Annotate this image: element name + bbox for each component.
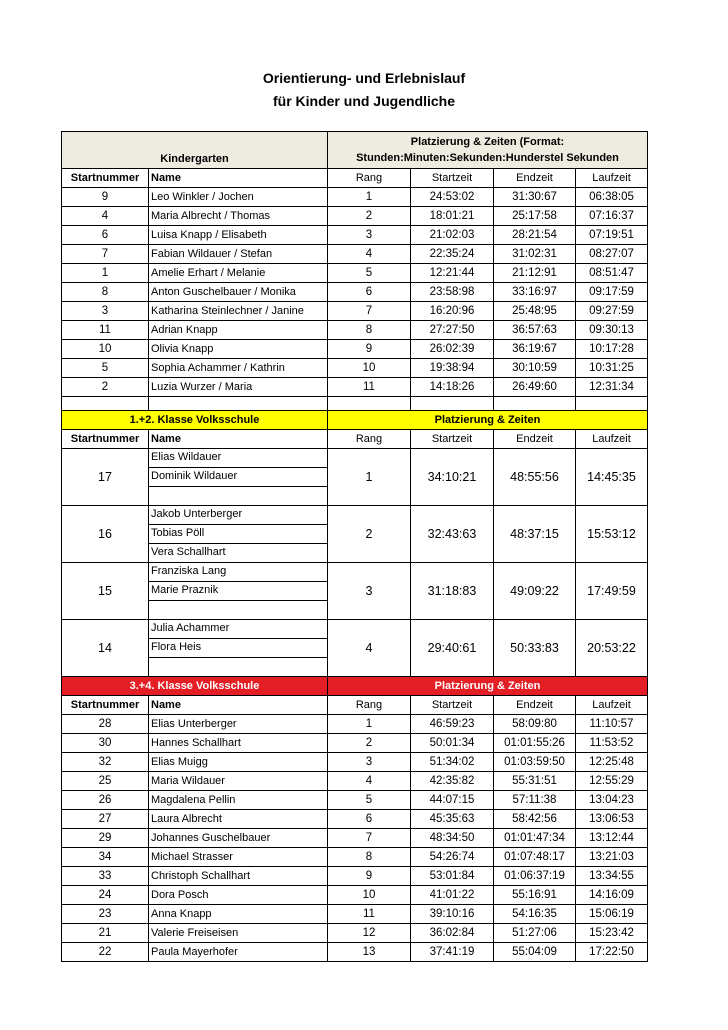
startzeit-cell: 16:20:96 [411, 302, 494, 321]
endzeit-cell: 01:01:47:34 [494, 829, 576, 848]
startzeit-cell: 41:01:22 [411, 886, 494, 905]
klasse34-column-headers [62, 696, 648, 715]
endzeit-cell: 01:06:37:19 [494, 867, 576, 886]
table-row [62, 188, 648, 207]
team-row [62, 563, 648, 620]
startzeit-cell: 50:01:34 [411, 734, 494, 753]
startzeit-cell: 24:53:02 [411, 188, 494, 207]
rang-cell: 1 [328, 449, 411, 506]
startnummer-cell: 5 [62, 359, 149, 378]
klasse34-table [61, 676, 648, 962]
name-cell: Leo Winkler / Jochen [149, 188, 328, 207]
startnummer-cell: 33 [62, 867, 149, 886]
klasse12-section-title: 1.+2. Klasse Volksschule [62, 411, 328, 430]
rang-cell: 2 [328, 207, 411, 226]
name-cell: Elias Muigg [149, 753, 328, 772]
rang-cell: 3 [328, 226, 411, 245]
startnummer-cell: 2 [62, 378, 149, 397]
name-cell: Dora Posch [149, 886, 328, 905]
laufzeit-cell: 15:23:42 [576, 924, 648, 943]
endzeit-cell: 25:17:58 [494, 207, 576, 226]
startnummer-cell: 11 [62, 321, 149, 340]
col-endzeit: Endzeit [494, 169, 576, 188]
table-row [62, 772, 648, 791]
endzeit-cell: 48:55:56 [494, 449, 576, 506]
col-startnummer: Startnummer [62, 169, 149, 188]
startnummer-cell: 23 [62, 905, 149, 924]
laufzeit-cell: 09:17:59 [576, 283, 648, 302]
endzeit-cell: 50:33:83 [494, 620, 576, 677]
endzeit-cell: 57:11:38 [494, 791, 576, 810]
rang-cell: 8 [328, 321, 411, 340]
startzeit-cell: 22:35:24 [411, 245, 494, 264]
table-row [62, 905, 648, 924]
table-row [62, 791, 648, 810]
rang-cell: 7 [328, 302, 411, 321]
laufzeit-cell: 13:06:53 [576, 810, 648, 829]
team-member-name: Flora Heis [149, 639, 327, 658]
kindergarten-column-headers [62, 169, 648, 188]
col-laufzeit: Laufzeit [576, 696, 648, 715]
laufzeit-cell: 17:22:50 [576, 943, 648, 962]
name-cell: Magdalena Pellin [149, 791, 328, 810]
startnummer-cell: 4 [62, 207, 149, 226]
rang-cell: 9 [328, 867, 411, 886]
table-row [62, 378, 648, 397]
name-cell: Anna Knapp [149, 905, 328, 924]
endzeit-cell: 28:21:54 [494, 226, 576, 245]
laufzeit-cell: 15:53:12 [576, 506, 648, 563]
laufzeit-cell: 14:16:09 [576, 886, 648, 905]
rang-cell: 2 [328, 506, 411, 563]
startnummer-cell: 10 [62, 340, 149, 359]
team-member-name [149, 658, 327, 676]
startnummer-cell: 1 [62, 264, 149, 283]
klasse12-results-header: Platzierung & Zeiten [328, 411, 648, 430]
team-row [62, 620, 648, 677]
startzeit-cell: 44:07:15 [411, 791, 494, 810]
name-cell: Maria Wildauer [149, 772, 328, 791]
table-row [62, 810, 648, 829]
startnummer-cell: 16 [62, 506, 149, 563]
laufzeit-cell: 13:21:03 [576, 848, 648, 867]
table-row [62, 340, 648, 359]
laufzeit-cell: 09:30:13 [576, 321, 648, 340]
kindergarten-table [61, 131, 648, 414]
endzeit-cell: 36:57:63 [494, 321, 576, 340]
startnummer-cell: 29 [62, 829, 149, 848]
startzeit-cell: 31:18:83 [411, 563, 494, 620]
laufzeit-cell: 07:16:37 [576, 207, 648, 226]
kindergarten-results-header [328, 132, 648, 169]
rang-cell: 10 [328, 359, 411, 378]
col-startnummer: Startnummer [62, 696, 149, 715]
col-name: Name [149, 696, 328, 715]
document-title-line2: für Kinder und Jugendliche [272, 93, 455, 109]
laufzeit-cell: 12:55:29 [576, 772, 648, 791]
startnummer-cell: 8 [62, 283, 149, 302]
startnummer-cell: 25 [62, 772, 149, 791]
rang-cell: 11 [328, 905, 411, 924]
startnummer-cell: 15 [62, 563, 149, 620]
team-member-name: Elias Wildauer [149, 449, 327, 468]
startnummer-cell: 30 [62, 734, 149, 753]
col-name: Name [149, 430, 328, 449]
rang-cell: 5 [328, 264, 411, 283]
rang-cell: 12 [328, 924, 411, 943]
col-laufzeit: Laufzeit [576, 169, 648, 188]
rang-cell: 6 [328, 810, 411, 829]
team-member-name: Marie Praznik [149, 582, 327, 601]
startzeit-cell: 14:18:26 [411, 378, 494, 397]
rang-cell: 9 [328, 340, 411, 359]
rang-cell: 8 [328, 848, 411, 867]
name-cell: Anton Guschelbauer / Monika [149, 283, 328, 302]
startnummer-cell: 22 [62, 943, 149, 962]
rang-cell: 10 [328, 886, 411, 905]
endzeit-cell: 31:30:67 [494, 188, 576, 207]
team-names-cell [149, 506, 328, 563]
startzeit-cell: 23:58:98 [411, 283, 494, 302]
laufzeit-cell: 13:12:44 [576, 829, 648, 848]
laufzeit-cell: 15:06:19 [576, 905, 648, 924]
startnummer-cell: 17 [62, 449, 149, 506]
name-cell: Christoph Schallhart [149, 867, 328, 886]
startnummer-cell: 24 [62, 886, 149, 905]
rang-cell: 4 [328, 772, 411, 791]
startnummer-cell: 9 [62, 188, 149, 207]
startnummer-cell: 14 [62, 620, 149, 677]
laufzeit-cell: 20:53:22 [576, 620, 648, 677]
startzeit-cell: 36:02:84 [411, 924, 494, 943]
table-row [62, 734, 648, 753]
name-cell: Sophia Achammer / Kathrin [149, 359, 328, 378]
col-endzeit: Endzeit [494, 696, 576, 715]
klasse34-section-title: 3.+4. Klasse Volksschule [62, 677, 328, 696]
table-row [62, 245, 648, 264]
endzeit-cell: 55:04:09 [494, 943, 576, 962]
startzeit-cell: 12:21:44 [411, 264, 494, 283]
team-member-name: Franziska Lang [149, 563, 327, 582]
table-row [62, 207, 648, 226]
rang-cell: 13 [328, 943, 411, 962]
table-row [62, 886, 648, 905]
team-member-name [149, 487, 327, 505]
endzeit-cell: 51:27:06 [494, 924, 576, 943]
team-member-name: Dominik Wildauer [149, 468, 327, 487]
name-cell: Valerie Freiseisen [149, 924, 328, 943]
startzeit-cell: 21:02:03 [411, 226, 494, 245]
startzeit-cell: 45:35:63 [411, 810, 494, 829]
laufzeit-cell: 08:27:07 [576, 245, 648, 264]
startzeit-cell: 51:34:02 [411, 753, 494, 772]
rang-cell: 3 [328, 563, 411, 620]
startzeit-cell: 54:26:74 [411, 848, 494, 867]
klasse12-table [61, 410, 648, 694]
endzeit-cell: 49:09:22 [494, 563, 576, 620]
team-row [62, 449, 648, 506]
endzeit-cell: 58:09:80 [494, 715, 576, 734]
rang-cell: 2 [328, 734, 411, 753]
startzeit-cell: 53:01:84 [411, 867, 494, 886]
rang-cell: 4 [328, 620, 411, 677]
rang-cell: 7 [328, 829, 411, 848]
col-startzeit: Startzeit [411, 430, 494, 449]
startzeit-cell: 37:41:19 [411, 943, 494, 962]
laufzeit-cell: 12:31:34 [576, 378, 648, 397]
name-cell: Katharina Steinlechner / Janine [149, 302, 328, 321]
startnummer-cell: 27 [62, 810, 149, 829]
table-row [62, 283, 648, 302]
col-rang: Rang [328, 169, 411, 188]
startzeit-cell: 46:59:23 [411, 715, 494, 734]
klasse12-column-headers [62, 430, 648, 449]
laufzeit-cell: 17:49:59 [576, 563, 648, 620]
laufzeit-cell: 14:45:35 [576, 449, 648, 506]
startzeit-cell: 32:43:63 [411, 506, 494, 563]
laufzeit-cell: 13:34:55 [576, 867, 648, 886]
laufzeit-cell: 09:27:59 [576, 302, 648, 321]
name-cell: Luisa Knapp / Elisabeth [149, 226, 328, 245]
laufzeit-cell: 11:10:57 [576, 715, 648, 734]
col-endzeit: Endzeit [494, 430, 576, 449]
rang-cell: 6 [328, 283, 411, 302]
team-member-name: Julia Achammer [149, 620, 327, 639]
table-row [62, 264, 648, 283]
table-row [62, 924, 648, 943]
startzeit-cell: 27:27:50 [411, 321, 494, 340]
klasse34-results-header: Platzierung & Zeiten [328, 677, 648, 696]
table-row [62, 753, 648, 772]
endzeit-cell: 25:48:95 [494, 302, 576, 321]
name-cell: Luzia Wurzer / Maria [149, 378, 328, 397]
startnummer-cell: 6 [62, 226, 149, 245]
table-row [62, 359, 648, 378]
startnummer-cell: 3 [62, 302, 149, 321]
name-cell: Amelie Erhart / Melanie [149, 264, 328, 283]
kindergarten-header-line1: Platzierung & Zeiten (Format: [410, 136, 565, 148]
table-row [62, 943, 648, 962]
startzeit-cell: 34:10:21 [411, 449, 494, 506]
name-cell: Adrian Knapp [149, 321, 328, 340]
startzeit-cell: 48:34:50 [411, 829, 494, 848]
startnummer-cell: 26 [62, 791, 149, 810]
name-cell: Fabian Wildauer / Stefan [149, 245, 328, 264]
startzeit-cell: 29:40:61 [411, 620, 494, 677]
name-cell: Michael Strasser [149, 848, 328, 867]
endzeit-cell: 01:01:55:26 [494, 734, 576, 753]
document-title-line1: Orientierung- und Erlebnislauf [262, 70, 466, 86]
col-rang: Rang [328, 430, 411, 449]
laufzeit-cell: 08:51:47 [576, 264, 648, 283]
table-row [62, 829, 648, 848]
endzeit-cell: 55:31:51 [494, 772, 576, 791]
endzeit-cell: 58:42:56 [494, 810, 576, 829]
team-row [62, 506, 648, 563]
name-cell: Hannes Schallhart [149, 734, 328, 753]
name-cell: Elias Unterberger [149, 715, 328, 734]
name-cell: Paula Mayerhofer [149, 943, 328, 962]
laufzeit-cell: 11:53:52 [576, 734, 648, 753]
team-names-cell [149, 449, 328, 506]
startzeit-cell: 18:01:21 [411, 207, 494, 226]
table-row [62, 867, 648, 886]
team-member-name: Tobias Pöll [149, 525, 327, 544]
table-row [62, 848, 648, 867]
team-names-cell [149, 620, 328, 677]
rang-cell: 5 [328, 791, 411, 810]
kindergarten-header-line2: Stunden:Minuten:Sekunden:Hunderstel Sekunden [356, 152, 619, 164]
startzeit-cell: 19:38:94 [411, 359, 494, 378]
laufzeit-cell: 07:19:51 [576, 226, 648, 245]
name-cell: Maria Albrecht / Thomas [149, 207, 328, 226]
rang-cell: 11 [328, 378, 411, 397]
endzeit-cell: 21:12:91 [494, 264, 576, 283]
table-row [62, 226, 648, 245]
team-member-name [149, 601, 327, 619]
laufzeit-cell: 06:38:05 [576, 188, 648, 207]
name-cell: Olivia Knapp [149, 340, 328, 359]
endzeit-cell: 30:10:59 [494, 359, 576, 378]
startnummer-cell: 28 [62, 715, 149, 734]
col-startnummer: Startnummer [62, 430, 149, 449]
laufzeit-cell: 12:25:48 [576, 753, 648, 772]
table-row [62, 321, 648, 340]
name-cell: Laura Albrecht [149, 810, 328, 829]
table-row [62, 715, 648, 734]
col-rang: Rang [328, 696, 411, 715]
laufzeit-cell: 10:17:28 [576, 340, 648, 359]
rang-cell: 4 [328, 245, 411, 264]
endzeit-cell: 54:16:35 [494, 905, 576, 924]
endzeit-cell: 48:37:15 [494, 506, 576, 563]
kindergarten-section-title: Kindergarten [62, 132, 328, 169]
rang-cell: 1 [328, 715, 411, 734]
startzeit-cell: 42:35:82 [411, 772, 494, 791]
team-member-name: Vera Schallhart [151, 546, 226, 558]
startnummer-cell: 21 [62, 924, 149, 943]
col-startzeit: Startzeit [411, 169, 494, 188]
team-names-cell [149, 563, 328, 620]
startzeit-cell: 39:10:16 [411, 905, 494, 924]
startnummer-cell: 7 [62, 245, 149, 264]
endzeit-cell: 55:16:91 [494, 886, 576, 905]
startnummer-cell: 34 [62, 848, 149, 867]
endzeit-cell: 31:02:31 [494, 245, 576, 264]
laufzeit-cell: 13:04:23 [576, 791, 648, 810]
endzeit-cell: 36:19:67 [494, 340, 576, 359]
team-member-name: Jakob Unterberger [149, 506, 327, 525]
startzeit-cell: 26:02:39 [411, 340, 494, 359]
col-laufzeit: Laufzeit [576, 430, 648, 449]
name-cell: Johannes Guschelbauer [149, 829, 328, 848]
col-startzeit: Startzeit [411, 696, 494, 715]
endzeit-cell: 01:07:48:17 [494, 848, 576, 867]
rang-cell: 3 [328, 753, 411, 772]
col-name: Name [149, 169, 328, 188]
rang-cell: 1 [328, 188, 411, 207]
table-row [62, 302, 648, 321]
endzeit-cell: 33:16:97 [494, 283, 576, 302]
endzeit-cell: 01:03:59:50 [494, 753, 576, 772]
laufzeit-cell: 10:31:25 [576, 359, 648, 378]
startnummer-cell: 32 [62, 753, 149, 772]
endzeit-cell: 26:49:60 [494, 378, 576, 397]
